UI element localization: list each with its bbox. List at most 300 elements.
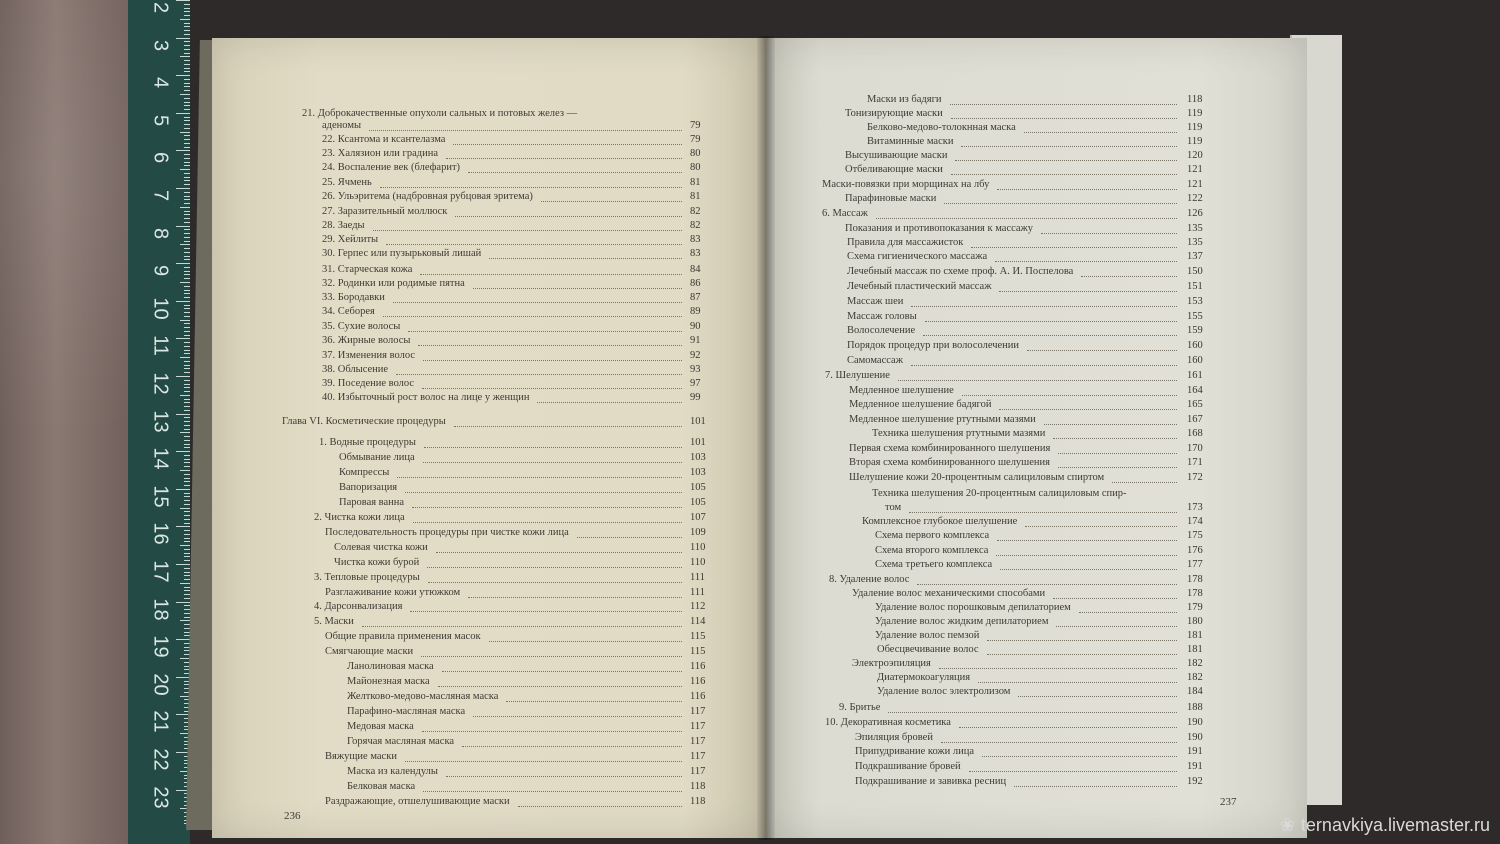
dot-leader (446, 761, 682, 777)
toc-entry-page: 191 (1187, 746, 1203, 757)
ruler-tick (176, 0, 190, 1)
toc-entry-page: 80 (690, 162, 701, 173)
ruler-tick (176, 263, 190, 264)
ruler-number: 15 (149, 485, 172, 508)
ruler-number: 10 (149, 297, 172, 320)
dot-leader (413, 507, 682, 523)
toc-entry-page: 101 (690, 416, 706, 427)
toc-entry-title: Самомассаж (847, 355, 903, 366)
toc-entry-title: Витаминные маски (867, 136, 954, 147)
toc-entry-title: 22. Ксантома и ксантелазма (322, 134, 446, 145)
toc-entry-title: Вапоризация (339, 482, 398, 493)
toc-entry-title: Электроэпиляция (852, 658, 931, 669)
dot-leader (427, 552, 682, 568)
dot-leader (489, 243, 682, 259)
toc-entry-title: Обмывание лица (339, 452, 415, 463)
toc-entry-title: Белковая маска (347, 781, 416, 792)
book-gutter (757, 36, 775, 840)
toc-entry-title: Удаление волос порошковым депилаторием (875, 602, 1071, 613)
dot-leader (383, 301, 682, 317)
toc-entry-title: Подкрашивание и завивка ресниц (855, 776, 1007, 787)
ruler-number: 23 (149, 785, 172, 809)
toc-entry-page: 119 (1187, 122, 1203, 133)
dot-leader (405, 477, 682, 493)
toc-entry-page: 188 (1187, 702, 1203, 713)
toc-entry-title: Разглаживание кожи утюжком (325, 587, 461, 598)
toc-entry-title: Вторая схема комбинированного шелушения (849, 457, 1050, 468)
toc-entry-title: Смягчающие маски (325, 646, 414, 657)
toc-entry-title: Диатермокоагуляция (877, 672, 971, 683)
dot-leader (1027, 335, 1177, 351)
toc-entry-title: 6. Массаж (822, 208, 868, 219)
ruler-number: 17 (149, 560, 172, 583)
toc-entry (855, 774, 1217, 789)
toc-entry-page: 178 (1187, 588, 1203, 599)
dot-leader (997, 525, 1177, 541)
toc-entry-title: 30. Герпес или пузырьковый лишай (322, 248, 482, 259)
toc-entry-page: 135 (1187, 237, 1203, 248)
toc-entry-title: 10. Декоративная косметика (825, 717, 951, 728)
dot-leader (911, 291, 1177, 307)
toc-entry-title: 33. Бородавки (322, 292, 385, 303)
toc-entry-title: Отбеливающие маски (845, 164, 943, 175)
toc-entry (849, 470, 1217, 485)
dot-leader (1053, 423, 1177, 439)
dot-leader (898, 365, 1177, 381)
toc-entry-title: 28. Заеды (322, 220, 365, 231)
toc-entry-title: Паровая ванна (339, 497, 405, 508)
toc-entry-title: 5. Маски (314, 616, 354, 627)
toc-entry-page: 160 (1187, 340, 1203, 351)
toc-entry-page: 159 (1187, 325, 1203, 336)
toc-entry-page: 178 (1187, 574, 1203, 585)
toc-entry-page: 117 (690, 766, 706, 777)
toc-entry-page: 116 (690, 676, 706, 687)
dot-leader (1014, 771, 1177, 787)
dot-leader (428, 567, 682, 583)
dot-leader (888, 697, 1177, 713)
toc-entry-title: том (885, 502, 902, 513)
toc-entry-title: Белково-медово-толокнная маска (867, 122, 1016, 133)
toc-entry-page: 174 (1187, 516, 1203, 527)
toc-entry-title: 35. Сухие волосы (322, 321, 401, 332)
dot-leader (468, 157, 682, 173)
ruler-tick (176, 38, 190, 39)
toc-entry-title: Парафиновые маски (845, 193, 937, 204)
toc-entry-page: 168 (1187, 428, 1203, 439)
toc-entry-title: 31. Старческая кожа (322, 264, 413, 275)
toc-entry-page: 151 (1187, 281, 1203, 292)
ruler-number: 19 (149, 635, 172, 658)
ruler-tick (180, 620, 190, 621)
watermark (1280, 815, 1490, 836)
ruler-tick (176, 75, 190, 76)
dot-leader (1081, 261, 1177, 277)
toc-entry-page: 92 (690, 350, 701, 361)
toc-entry-page: 175 (1187, 530, 1203, 541)
toc-entry-page: 170 (1187, 443, 1203, 454)
toc-entry-title: Схема первого комплекса (875, 530, 990, 541)
toc-entry-title: 27. Заразительный моллюск (322, 206, 448, 217)
toc-entry-page: 120 (1187, 150, 1203, 161)
toc-entry-page: 118 (690, 796, 706, 807)
toc-entry-title: Схема второго комплекса (875, 545, 989, 556)
dot-leader (959, 712, 1177, 728)
ruler-tick (180, 320, 190, 321)
toc-entry-page: 167 (1187, 414, 1203, 425)
toc-entry-page: 115 (690, 631, 706, 642)
toc-entry-title: 38. Облысение (322, 364, 389, 375)
toc-entry-title: Последовательность процедуры при чистке кожи лица (325, 527, 569, 538)
toc-entry-title: Удаление волос пемзой (875, 630, 980, 641)
ruler-number: 7 (149, 189, 172, 202)
toc-entry-page: 99 (690, 392, 701, 403)
toc-entry-page: 122 (1187, 193, 1203, 204)
ruler-number: 12 (149, 372, 172, 395)
ruler-number: 3 (149, 39, 172, 51)
dot-leader (1000, 554, 1177, 570)
toc-entry-page: 116 (690, 691, 706, 702)
toc-entry-title: Общие правила применения масок (325, 631, 481, 642)
toc-entry-page: 182 (1187, 658, 1203, 669)
toc-entry-page: 172 (1187, 472, 1203, 483)
toc-entry-title: Комплексное глубокое шелушение (862, 516, 1018, 527)
dot-leader (944, 188, 1177, 204)
ruler-tick (176, 564, 190, 565)
toc-entry-page: 137 (1187, 251, 1203, 262)
toc-entry-page: 126 (1187, 208, 1203, 219)
dot-leader (999, 276, 1177, 292)
toc-entry-page: 107 (690, 512, 706, 523)
dot-leader (410, 596, 682, 612)
toc-entry-title: Маски-повязки при морщинах на лбу (822, 179, 990, 190)
toc-entry-title: 4. Дарсонвализация (314, 601, 403, 612)
toc-entry-page: 160 (1187, 355, 1203, 366)
toc-entry-title: 34. Себорея (322, 306, 375, 317)
ruler-tick (176, 489, 190, 490)
toc-entry-title: Порядок процедур при волосолечении (847, 340, 1020, 351)
toc-entry-title: Высушивающие маски (845, 150, 948, 161)
toc-entry-page: 176 (1187, 545, 1203, 556)
toc-entry-page: 82 (690, 206, 701, 217)
toc-entry-title: Маска из календулы (347, 766, 438, 777)
toc-entry-title: Парафино-масляная маска (347, 706, 466, 717)
toc-entry-page: 79 (690, 120, 701, 131)
toc-entry-page: 117 (690, 721, 706, 732)
toc-entry (282, 414, 720, 429)
ruler-number: 14 (149, 447, 172, 470)
ruler-number: 21 (149, 710, 172, 734)
toc-entry-page: 89 (690, 306, 701, 317)
toc-entry-page: 97 (690, 378, 701, 389)
toc-entry-title: 32. Родинки или родимые пятна (322, 278, 465, 289)
ruler-tick (180, 395, 190, 396)
ruler-tick (180, 169, 190, 170)
toc-entry-title: 36. Жирные волосы (322, 335, 411, 346)
toc-entry-page: 117 (690, 751, 706, 762)
toc-entry-title: Массаж головы (847, 311, 917, 322)
toc-entry-page: 135 (1187, 223, 1203, 234)
toc-entry-title: 3. Тепловые процедуры (314, 572, 420, 583)
toc-entry (322, 390, 720, 405)
toc-entry-page: 111 (690, 572, 705, 583)
toc-entry-page: 118 (1187, 94, 1203, 105)
toc-entry-title: Медленное шелушение ртутными мазями (849, 414, 1036, 425)
toc-entry-page: 105 (690, 497, 706, 508)
toc-entry-title: Раздражающие, отшелушивающие маски (325, 796, 510, 807)
dot-leader (518, 791, 682, 807)
toc-entry-page: 117 (690, 706, 706, 717)
toc-entry-page: 155 (1187, 311, 1203, 322)
toc-entry-title: Правила для массажисток (847, 237, 964, 248)
right-page-contents (767, 38, 1307, 838)
toc-entry-title: Массаж шеи (847, 296, 904, 307)
ruler-tick (180, 282, 190, 283)
ruler-tick (176, 526, 190, 527)
toc-entry-page: 109 (690, 527, 706, 538)
ruler-number: 2 (149, 1, 172, 14)
toc-entry-title: Удаление волос жидким депилаторием (875, 616, 1049, 627)
dot-leader (969, 756, 1177, 772)
toc-entry-title: Лечебный пластический массаж (847, 281, 992, 292)
toc-entry-page: 112 (690, 601, 706, 612)
toc-entry-title: 8. Удаление волос (829, 574, 910, 585)
toc-entry-page: 80 (690, 148, 701, 159)
left-page-contents (212, 38, 767, 838)
dot-leader (473, 701, 682, 717)
left-page (212, 38, 767, 838)
ruler-tick (180, 94, 190, 95)
toc-entry-page: 79 (690, 134, 701, 145)
toc-entry-page: 86 (690, 278, 701, 289)
dot-leader (489, 626, 682, 642)
toc-entry-title: 21. Доброкачественные опухоли сальных и потовых желез — (302, 108, 578, 119)
dot-leader (1058, 452, 1177, 468)
dot-leader (397, 462, 682, 478)
toc-entry-page: 179 (1187, 602, 1203, 613)
toc-entry-page: 114 (690, 616, 706, 627)
toc-entry-page: 165 (1187, 399, 1203, 410)
toc-entry-title: 9. Бритье (839, 702, 881, 713)
ruler-tick (180, 244, 190, 245)
right-page-number: 237 (1220, 796, 1237, 808)
toc-entry-title: 23. Халязион или градина (322, 148, 438, 159)
toc-entry-title: Медовая маска (347, 721, 414, 732)
toc-entry-title: 2. Чистка кожи лица (314, 512, 405, 523)
ruler-tick (176, 602, 190, 603)
toc-entry-page: 117 (690, 736, 706, 747)
toc-entry-page: 121 (1187, 164, 1203, 175)
toc-entry-title: Схема третьего комплекса (875, 559, 993, 570)
ruler-tick (180, 357, 190, 358)
dot-leader (422, 716, 682, 732)
dot-leader (995, 246, 1177, 262)
toc-entry-title: Чистка кожи бурой (334, 557, 420, 568)
toc-entry-page: 173 (1187, 502, 1203, 513)
toc-entry-page: 81 (690, 177, 701, 188)
ruler-tick (176, 639, 190, 640)
toc-entry-title: 1. Водные процедуры (319, 437, 416, 448)
toc-entry-page: 181 (1187, 644, 1203, 655)
toc-entry (325, 794, 720, 809)
toc-entry-page: 121 (1187, 179, 1203, 190)
right-page (767, 38, 1307, 838)
dot-leader (911, 350, 1177, 366)
toc-entry-title: Ланолиновая маска (347, 661, 434, 672)
left-page-number: 236 (284, 810, 301, 822)
dot-leader (506, 686, 682, 702)
ruler-tick (176, 338, 190, 339)
ruler-number: 22 (149, 748, 172, 771)
toc-entry-title: 7. Шелушение (825, 370, 890, 381)
toc-entry-title: Удаление волос механическими способами (852, 588, 1046, 599)
toc-entry-page: 84 (690, 264, 701, 275)
ruler-number: 13 (149, 409, 172, 433)
ruler-number: 8 (149, 227, 172, 239)
toc-entry-page: 103 (690, 467, 706, 478)
toc-entry-title: 26. Ульэритема (надбровная рубцовая эритема) (322, 191, 533, 202)
toc-entry-page: 171 (1187, 457, 1203, 468)
toc-entry-title: 29. Хейлиты (322, 234, 379, 245)
dot-leader (577, 522, 682, 538)
toc-entry-title: Вяжущие маски (325, 751, 397, 762)
ruler-number: 18 (149, 597, 172, 621)
dot-leader (423, 776, 682, 792)
toc-entry-title: Медленное шелушение бадягой (849, 399, 992, 410)
toc-entry-title: Эпиляция бровей (855, 732, 933, 743)
dot-leader (923, 320, 1177, 336)
dot-leader (442, 656, 682, 672)
ruler-tick (176, 414, 190, 415)
dot-leader (418, 330, 682, 346)
dot-leader (951, 159, 1177, 175)
dot-leader (405, 746, 682, 762)
toc-entry-page: 110 (690, 557, 706, 568)
ruler-number: 5 (149, 114, 172, 126)
toc-entry-page: 81 (690, 191, 701, 202)
toc-entry-title: Майонезная маска (347, 676, 430, 687)
toc-entry-page: 153 (1187, 296, 1203, 307)
ruler-tick (176, 451, 190, 452)
toc-entry-page: 119 (1187, 136, 1203, 147)
ruler-tick (180, 545, 190, 546)
dot-leader (454, 411, 682, 427)
ruler-number: 6 (149, 152, 172, 164)
toc-entry-page: 190 (1187, 732, 1203, 743)
toc-entry-page: 105 (690, 482, 706, 493)
toc-entry-page: 115 (690, 646, 706, 657)
toc-entry-page: 190 (1187, 717, 1203, 728)
toc-entry-title: Удаление волос электролизом (877, 686, 1011, 697)
toc-entry-page: 182 (1187, 672, 1203, 683)
ruler-number: 20 (149, 673, 172, 696)
dot-leader (436, 537, 682, 553)
dot-leader (876, 203, 1177, 219)
toc-entry-page: 191 (1187, 761, 1203, 772)
toc-entry-title: 24. Воспаление век (блефарит) (322, 162, 461, 173)
toc-entry-title: Первая схема комбинированного шелушения (849, 443, 1051, 454)
dot-leader (537, 387, 682, 403)
ruler-tick (180, 470, 190, 471)
toc-entry-title: Компрессы (339, 467, 390, 478)
toc-entry-page: 177 (1187, 559, 1203, 570)
dot-leader (424, 432, 682, 448)
ruler-tick (180, 432, 190, 433)
toc-entry-page: 192 (1187, 776, 1203, 787)
dot-leader (438, 671, 682, 687)
dot-leader (1018, 681, 1177, 697)
toc-entry-page: 119 (1187, 108, 1203, 119)
ruler-tick (180, 56, 190, 57)
toc-entry-title: Желтково-медово-масляная маска (347, 691, 499, 702)
ruler-tick (180, 583, 190, 584)
ruler-tick (180, 19, 190, 20)
ruler-number: 16 (149, 522, 172, 546)
toc-entry-page: 116 (690, 661, 706, 672)
toc-entry-title: 39. Поседение волос (322, 378, 415, 389)
dot-leader (423, 447, 682, 463)
toc-entry-page: 180 (1187, 616, 1203, 627)
toc-entry-title: Лечебный массаж по схеме проф. А. И. Поспелова (847, 266, 1074, 277)
toc-entry-title: Техника шелушения 20-процентным салициловым спир- (872, 488, 1127, 499)
toc-entry-page: 150 (1187, 266, 1203, 277)
ruler (128, 0, 192, 844)
ruler-tick (176, 113, 190, 114)
dot-leader (421, 641, 682, 657)
ruler-tick (176, 150, 190, 151)
toc-entry-title: Схема гигиенического массажа (847, 251, 988, 262)
toc-entry-page: 164 (1187, 385, 1203, 396)
fabric-background (0, 0, 140, 844)
toc-entry-page: 118 (690, 781, 706, 792)
toc-entry-page: 83 (690, 234, 701, 245)
toc-entry-title: Техника шелушения ртутными мазями (872, 428, 1046, 439)
dot-leader (412, 492, 682, 508)
toc-entry-page: 111 (690, 587, 705, 598)
ruler-tick (180, 207, 190, 208)
toc-entry-page: 181 (1187, 630, 1203, 641)
toc-entry-page: 184 (1187, 686, 1203, 697)
dot-leader (541, 186, 682, 202)
ruler-tick (176, 188, 190, 189)
toc-entry-title: Тонизирующие маски (845, 108, 943, 119)
toc-entry-title: Волосолечение (847, 325, 916, 336)
toc-entry-title: Медленное шелушение (849, 385, 954, 396)
watermark-text: ternavkiya.livemaster.ru (1300, 815, 1490, 835)
toc-entry-title: аденомы (322, 120, 362, 131)
toc-entry-page: 101 (690, 437, 706, 448)
ruler-tick (180, 132, 190, 133)
ruler-number: 9 (149, 265, 172, 277)
toc-entry-title: Шелушение кожи 20-процентным салициловым спиртом (849, 472, 1105, 483)
toc-entry-page: 87 (690, 292, 701, 303)
toc-entry-title: Горячая масляная маска (347, 736, 455, 747)
dot-leader (362, 611, 682, 627)
ruler-tick (176, 376, 190, 377)
toc-entry-title: Глава VI. Косметические процедуры (282, 416, 446, 427)
toc-entry-title: Маски из бадяги (867, 94, 942, 105)
ruler-tick (176, 226, 190, 227)
toc-entry-page: 110 (690, 542, 706, 553)
toc-entry-title: Подкрашивание бровей (855, 761, 961, 772)
ruler-number: 11 (149, 335, 172, 357)
toc-entry-title: 37. Изменения волос (322, 350, 416, 361)
toc-entry-title: Показания и противопоказания к массажу (845, 223, 1034, 234)
toc-entry-page: 83 (690, 248, 701, 259)
toc-entry-page: 161 (1187, 370, 1203, 381)
dot-leader (1112, 467, 1177, 483)
ruler-tick (180, 508, 190, 509)
